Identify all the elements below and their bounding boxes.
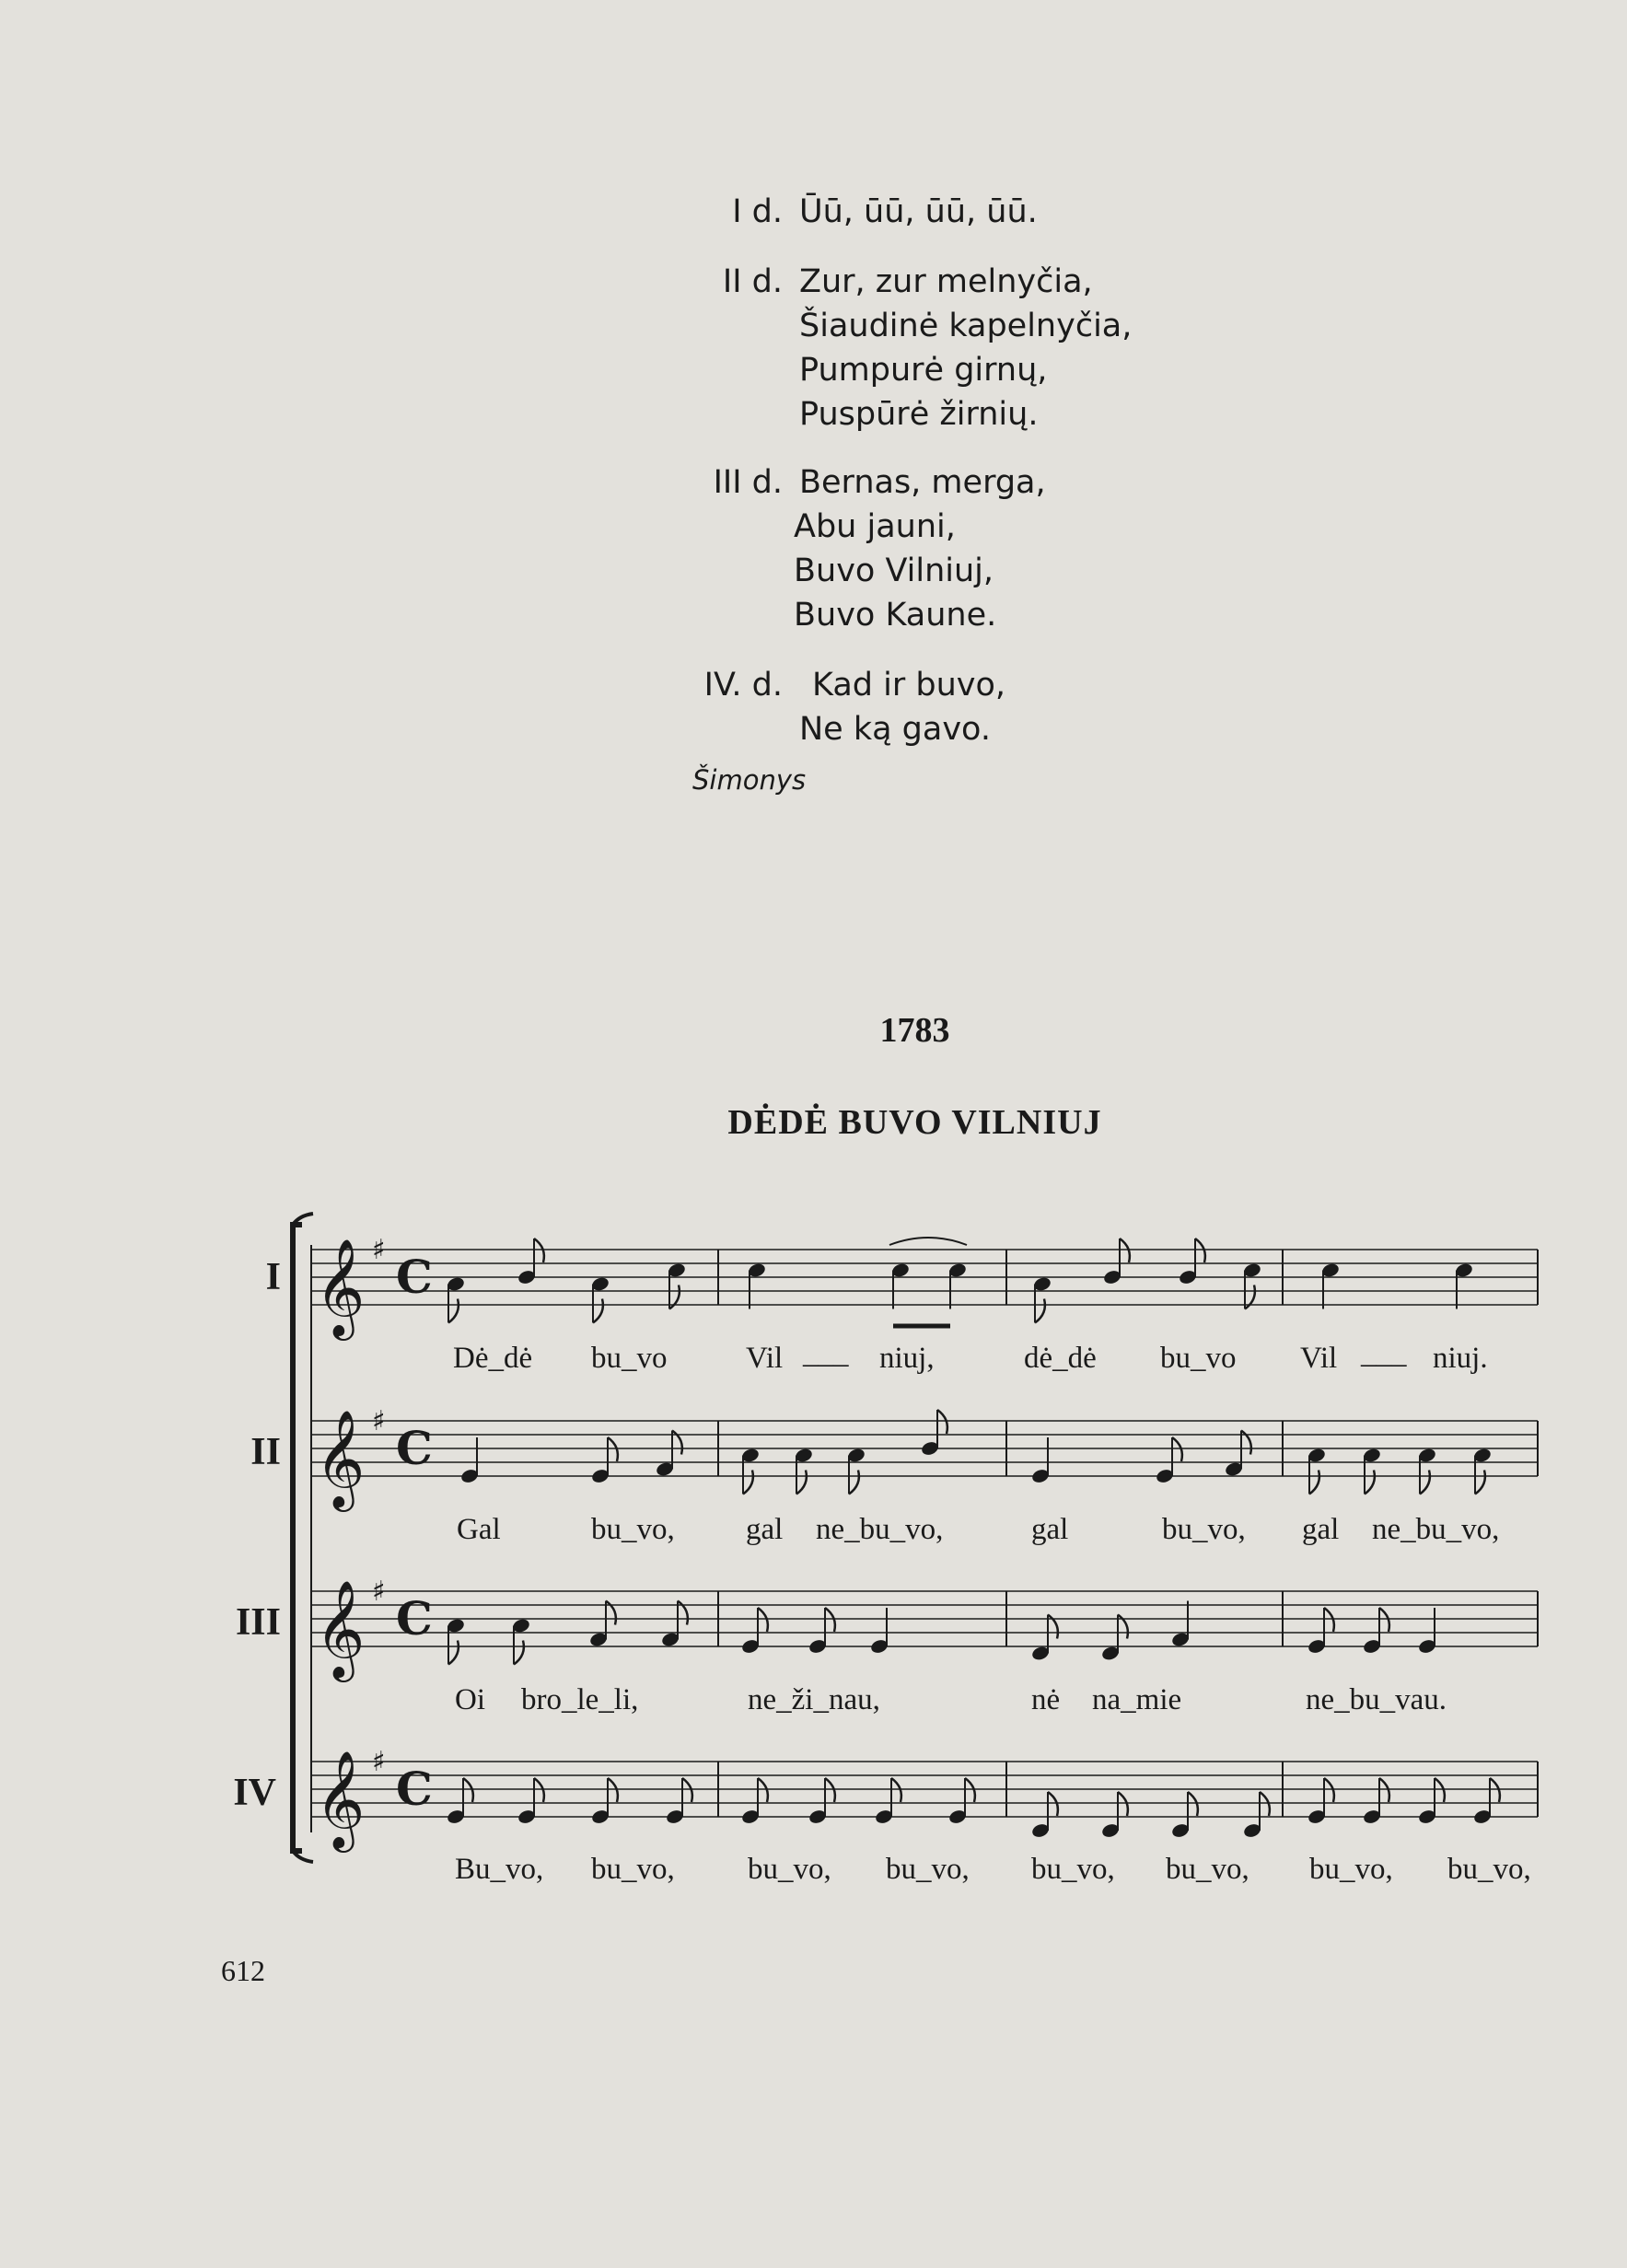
lyric: bu_vo, <box>591 1853 675 1886</box>
stanza-line: Ūū, ūū, ūū, ūū. <box>799 193 1038 230</box>
note-flag <box>1475 1471 1485 1495</box>
time-signature: C <box>396 1250 433 1304</box>
song-number: 1783 <box>879 1011 950 1050</box>
time-signature: C <box>396 1591 433 1646</box>
treble-clef: 𝄞 <box>315 1409 366 1507</box>
lyric: bu_vo, <box>1162 1513 1246 1546</box>
lyric: niuj, <box>879 1342 935 1375</box>
note-flag <box>534 1778 544 1802</box>
stanza-line: Bernas, merga, <box>799 464 1046 501</box>
note-flag <box>1365 1471 1375 1495</box>
lyric: Vil <box>1300 1342 1338 1375</box>
note-flag <box>825 1778 835 1802</box>
lyric: gal <box>1031 1513 1069 1546</box>
key-signature-sharp: ♯ <box>372 1576 386 1608</box>
note-flag <box>1172 1437 1182 1461</box>
note-flag <box>1260 1792 1270 1816</box>
lyric: gal <box>746 1513 784 1546</box>
note-flag <box>1420 1471 1430 1495</box>
lyric: Oi <box>455 1683 485 1716</box>
stanza-line: Puspūrė žirnių. <box>799 396 1039 433</box>
key-signature-sharp: ♯ <box>372 1405 386 1437</box>
note-flag <box>1309 1471 1319 1495</box>
lyric: Vil <box>746 1342 784 1375</box>
voice-label: I <box>265 1256 281 1298</box>
note-flag <box>1195 1239 1205 1262</box>
stanza-label: III d. <box>713 464 783 501</box>
note-flag <box>1048 1792 1058 1816</box>
note-flag <box>1435 1778 1445 1802</box>
stanza-line: Buvo Kaune. <box>794 597 997 634</box>
lyric: ___ <box>1361 1337 1407 1370</box>
note-flag <box>965 1778 975 1802</box>
lyric: gal <box>1302 1513 1340 1546</box>
note-flag <box>891 1778 901 1802</box>
time-signature: C <box>396 1762 433 1816</box>
lyric: bu_vo, <box>1031 1853 1115 1886</box>
lyric: niuj. <box>1433 1342 1488 1375</box>
lyric: ne_bu_vo, <box>1372 1513 1500 1546</box>
stanza-label: IV. d. <box>703 667 783 704</box>
lyric: bu_vo, <box>591 1513 675 1546</box>
lyric: bu_vo <box>591 1342 668 1375</box>
note-flag <box>514 1641 524 1665</box>
voice-label: III <box>235 1601 281 1644</box>
note-flag <box>937 1410 947 1434</box>
stanza-label: I d. <box>732 193 783 230</box>
stanza-line: Buvo Vilniuj, <box>794 552 994 589</box>
note-flag <box>534 1239 544 1262</box>
lyric: na_mie <box>1092 1683 1182 1716</box>
note-flag <box>825 1608 835 1632</box>
tie <box>889 1238 967 1245</box>
note-flag <box>682 1778 692 1802</box>
lyric: ne_ži_nau, <box>748 1683 880 1716</box>
lyric: Gal <box>457 1513 501 1546</box>
note-flag <box>448 1641 459 1665</box>
stanza-line: Abu jauni, <box>794 508 956 545</box>
note-flag <box>448 1299 459 1323</box>
lyric: ne_bu_vo, <box>816 1513 944 1546</box>
lyric: bu_vo, <box>1166 1853 1249 1886</box>
lyric: bu_vo, <box>1447 1853 1531 1886</box>
stanza-label: II d. <box>722 263 783 300</box>
note-flag <box>1379 1608 1389 1632</box>
note-flag <box>463 1778 473 1802</box>
lyric: bro_le_li, <box>521 1683 639 1716</box>
lyric: Dė_dė <box>453 1342 533 1375</box>
song-title: DĖDĖ BUVO VILNIUJ <box>727 1103 1102 1142</box>
note-flag <box>1035 1299 1045 1323</box>
key-signature-sharp: ♯ <box>372 1746 386 1778</box>
time-signature: C <box>396 1421 433 1475</box>
note-flag <box>758 1778 768 1802</box>
lyric: ne_bu_vau. <box>1306 1683 1447 1716</box>
page-number: 612 <box>221 1954 265 1987</box>
key-signature-sharp: ♯ <box>372 1234 386 1266</box>
note-flag <box>1324 1608 1334 1632</box>
stanza-line: Šiaudinė kapelnyčia, <box>799 308 1133 344</box>
lyric: bu_vo <box>1160 1342 1237 1375</box>
voice-label: II <box>250 1431 281 1473</box>
lyric: bu_vo, <box>748 1853 831 1886</box>
lyric: bu_vo, <box>1309 1853 1393 1886</box>
note-flag <box>1379 1778 1389 1802</box>
note-flag <box>743 1471 753 1495</box>
stanza-line: Ne ką gavo. <box>799 711 991 748</box>
system-bracket <box>293 1225 302 1851</box>
note-flag <box>1118 1792 1128 1816</box>
stanza-line: Kad ir buvo, <box>812 667 1006 704</box>
lyric: nė <box>1031 1683 1061 1716</box>
note-flag <box>849 1471 859 1495</box>
note-flag <box>593 1299 603 1323</box>
system-bracket-curl-top <box>293 1214 313 1225</box>
note-flag <box>1324 1778 1334 1802</box>
system-bracket-curl-bottom <box>293 1851 313 1862</box>
note-flag <box>758 1608 768 1632</box>
lyric: ___ <box>803 1337 849 1370</box>
voice-label: IV <box>233 1772 276 1814</box>
treble-clef: 𝄞 <box>315 1750 366 1848</box>
note-flag <box>608 1778 618 1802</box>
lyric: dė_dė <box>1024 1342 1097 1375</box>
note-flag <box>1490 1778 1500 1802</box>
lyric: bu_vo, <box>886 1853 970 1886</box>
note-flag <box>796 1471 807 1495</box>
note-flag <box>1188 1792 1198 1816</box>
stanza-line: Zur, zur melnyčia, <box>799 263 1093 300</box>
note-flag <box>608 1437 618 1461</box>
stanza-line: Pumpurė girnų, <box>799 352 1048 389</box>
treble-clef: 𝄞 <box>315 1238 366 1336</box>
treble-clef: 𝄞 <box>315 1579 366 1678</box>
note-flag <box>1120 1239 1130 1262</box>
place-name: Šimonys <box>692 764 807 796</box>
lyric: Bu_vo, <box>455 1853 544 1886</box>
